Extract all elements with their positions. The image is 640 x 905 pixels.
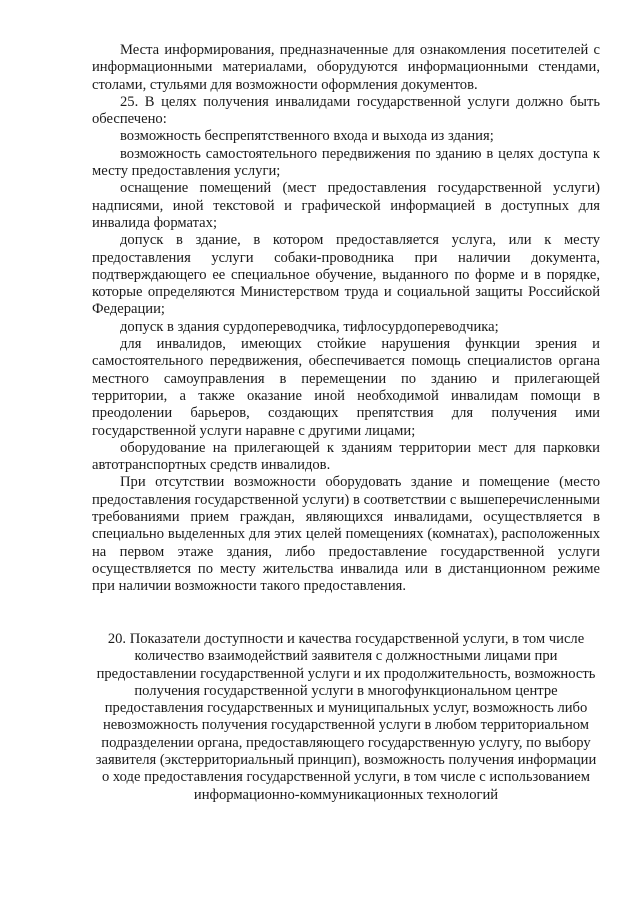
section-heading: 20. Показатели доступности и качества государственной услуги, в том числе количество взаимодействий заявителя с должностными лицами при предоставлении государственной услуги и их продолжительность, возможность получения государственной услуги в многофункциональном центре предоставления государственных и муниципальных услуг, возможность либо невозможность получения государственной услуги в любом территориальном подразделении органа, предоставляющего государственную услугу, по выбору заявителя (экстерриториальный принцип), возможность получения информации о ходе предоставления государственной услуги, в том числе с использованием информационно-коммуникационных технологий xyxy=(95,631,597,803)
document-body xyxy=(92,42,600,596)
list-item-assistance: для инвалидов, имеющих стойкие нарушения функции зрения и самостоятельного передвижения, обеспечивается помощь специалистов органа местного самоуправления в перемещении по зданию и прилегающей территории, а также оказание иной необходимой инвалидам помощи в преодолении барьеров, создающих препятствия для получения ими государственной услуги наравне с другими лицами; xyxy=(92,336,600,439)
paragraph-item-25: 25. В целях получения инвалидами государственной услуги должно быть обеспечено: xyxy=(92,93,600,128)
list-item-movement: возможность самостоятельного передвижения по зданию в целях доступа к месту предоставления услуги; xyxy=(92,145,600,180)
list-item-parking: оборудование на прилегающей к зданиям территории мест для парковки автотранспортных средств инвалидов. xyxy=(92,439,600,474)
list-item-guide-dog: допуск в здание, в котором предоставляется услуга, или к месту предоставления услуги собаки-проводника при наличии документа, подтверждающего ее специальное обучение, выданного по форме и в порядке, которые определяются Министерством труда и социальной защиты Российской Федерации; xyxy=(92,232,600,318)
list-item-entry-exit: возможность беспрепятственного входа и выхода из здания; xyxy=(120,128,494,145)
section-heading-block xyxy=(92,631,600,804)
list-item-interpreter: допуск в здания сурдопереводчика, тифлосурдопереводчика; xyxy=(120,318,499,335)
paragraph-info-places: Места информирования, предназначенные для ознакомления посетителей с информационными материалами, оборудуются информационными стендами, столами, стульями для возможности оформления документов. xyxy=(92,42,600,93)
paragraph-alternative-reception: При отсутствии возможности оборудовать здание и помещение (место предоставления государственной услуги) в соответствии с вышеперечисленными требованиями прием граждан, являющихся инвалидами, осуществляется в специально выделенных для этих целей помещениях (комнатах), расположенных на первом этаже здания, либо предоставление государственной услуги осуществляется по месту жительства инвалида или в дистанционном режиме при наличии возможности такого предоставления. xyxy=(92,474,600,595)
list-item-signage: оснащение помещений (мест предоставления государственной услуги) надписями, иной текстовой и графической информацией в доступных для инвалида форматах; xyxy=(92,180,600,231)
